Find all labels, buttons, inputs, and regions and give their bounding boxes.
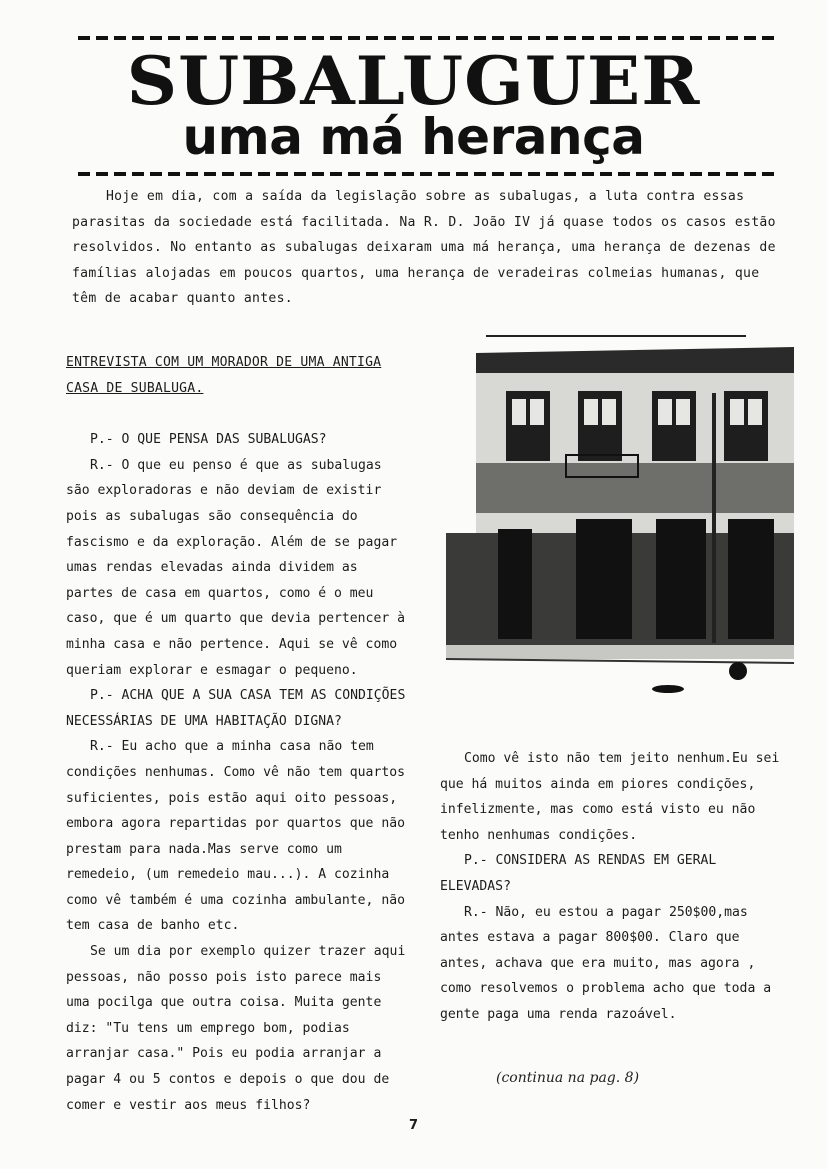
answer-3: R.- Não, eu estou a pagar 250$00,mas antes estava a pagar 800$00. Claro que antes, achava que era muito, mas agora , como resolvemos o problema acho que toda a gente paga uma renda razoável. bbox=[440, 904, 772, 1022]
page-number: 7 bbox=[408, 1118, 419, 1133]
answer-2-continued: Se um dia por exemplo quizer trazer aqui pessoas, não posso pois isto parece mais uma pocilga que outra coisa. Muita gente diz: "Tu tens um emprego bom, podias arranjar casa." Pois eu podia arranjar a pagar 4 ou 5 contos e depois o que dou de comer e vestir aos meus filhos? bbox=[66, 944, 406, 1113]
left-column bbox=[66, 350, 411, 1118]
answer-2-continued-2: Como vê isto não tem jeito nenhum.Eu sei que há muitos ainda em piores condições, infelizmente, mas como está visto eu não tenho nenhumas condições. bbox=[440, 751, 780, 843]
interview-heading: ENTREVISTA COM UM MORADOR DE UMA ANTIGA CASA DE SUBALUGA. bbox=[66, 355, 382, 396]
page-title: SUBALUGUER bbox=[126, 41, 701, 120]
page-subtitle: uma má herança bbox=[182, 108, 645, 166]
right-column bbox=[440, 746, 780, 1028]
answer-2: R.- Eu acho que a minha casa não tem condições nenhumas. Como vê não tem quartos suficientes, pois estão aqui oito pessoas, embora agora repartidas por quartos que não prestam para nada.Mas serve como um remedeio, (um remedeio mau...). A cozinha como vê também é uma cozinha ambulante, não tem casa de banho etc. bbox=[66, 739, 405, 934]
bottom-dashed-rule bbox=[78, 172, 778, 176]
question-2: P.- ACHA QUE A SUA CASA TEM AS CONDIÇÕES NECESSÁRIAS DE UMA HABITAÇÃO DIGNA? bbox=[66, 688, 406, 729]
continued-note: (continua na pag. 8) bbox=[496, 1070, 640, 1086]
building-photo bbox=[446, 333, 794, 695]
question-3: P.- CONSIDERA AS RENDAS EM GERAL ELEVADAS? bbox=[440, 853, 717, 894]
intro-text: Hoje em dia, com a saída da legislação sobre as subalugas, a luta contra essas parasitas da sociedade está facilitada. Na R. D. João IV já quase todos os casos estão resolvidos. No entanto as subalugas deixaram uma má herança, uma herança de dezenas de famílias alojadas em poucos quartos, uma herança de veradeiras colmeias humanas, que têm de acabar quanto antes. bbox=[72, 189, 776, 306]
question-1: P.- O QUE PENSA DAS SUBALUGAS? bbox=[90, 432, 327, 448]
top-dashed-rule bbox=[78, 36, 778, 40]
intro-paragraph bbox=[72, 184, 780, 312]
answer-1: R.- O que eu penso é que as subalugas são exploradoras e não deviam de existir pois as subalugas são consequência do fascismo e da exploração. Além de se pagar umas rendas elevadas ainda dividem as partes de casa em quartos, como é o meu caso, que é um quarto que devia pertencer à minha casa e não pertence. Aqui se vê como queriam explorar e esmagar o pequeno. bbox=[66, 457, 405, 678]
